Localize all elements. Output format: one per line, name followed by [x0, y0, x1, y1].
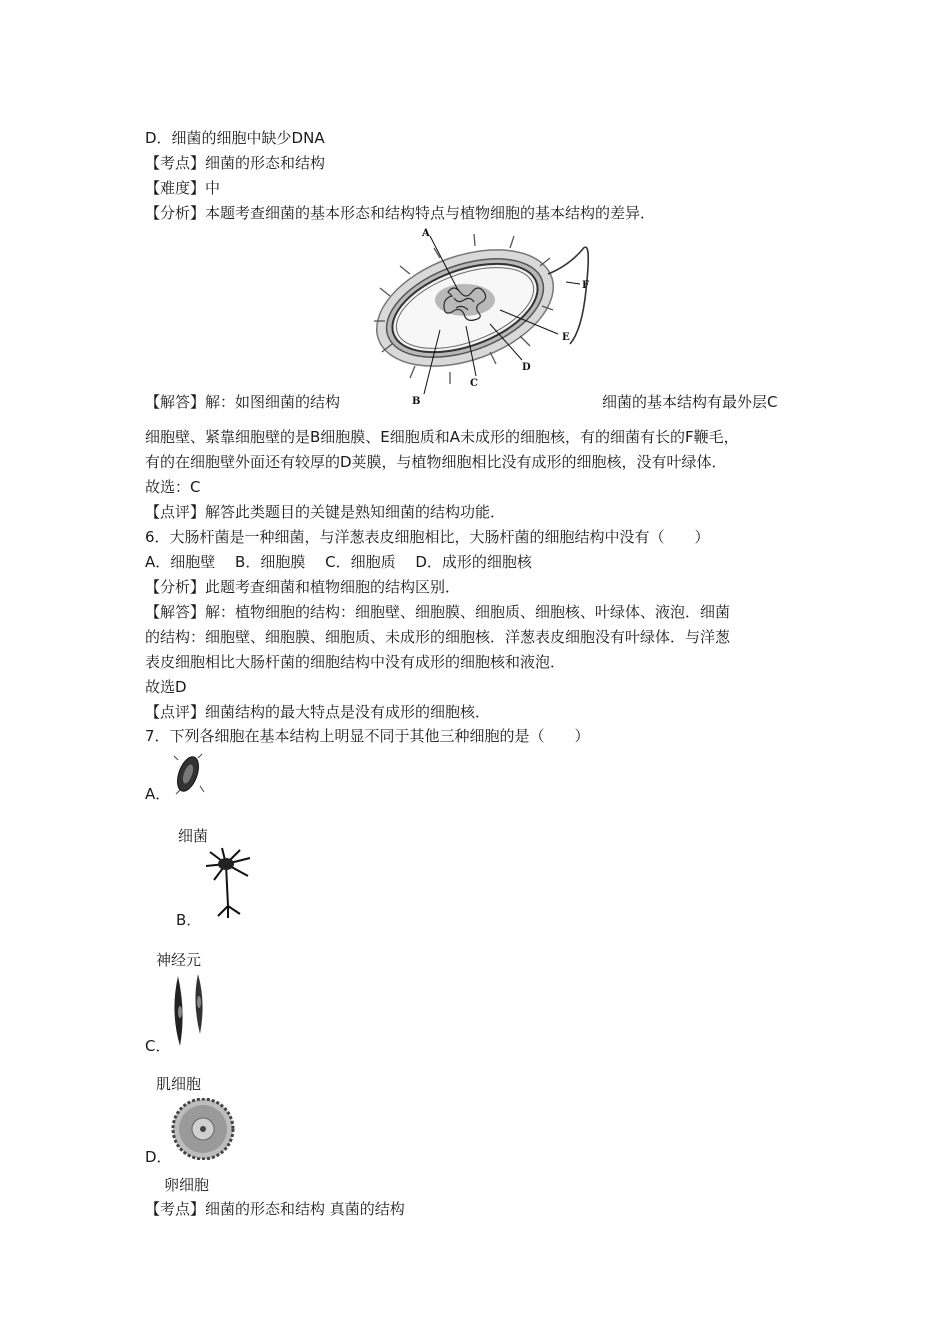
- label-e: E: [562, 332, 570, 343]
- q6-stem: 6．大肠杆菌是一种细菌，与洋葱表皮细胞相比，大肠杆菌的细胞结构中没有（ ）: [145, 528, 710, 546]
- answer-prefix: 【解答】解：如图细菌的结构: [145, 393, 341, 411]
- answer-choice: 故选：C: [145, 478, 201, 496]
- option-a-letter: A．: [145, 785, 171, 803]
- muscle-cell-image: [166, 972, 212, 1050]
- q7-topic: 【考点】细菌的形态和结构 真菌的结构: [145, 1200, 405, 1218]
- option-b-caption: 神经元: [156, 951, 202, 969]
- neuron-image: [200, 846, 254, 922]
- label-c: C: [470, 378, 478, 389]
- option-d-text: D．细菌的细胞中缺少DNA: [145, 129, 325, 147]
- q6-choice: 故选D: [145, 678, 187, 696]
- q6-answer-line: 的结构：细胞壁、细胞膜、细胞质、未成形的细胞核．洋葱表皮细胞没有叶绿体．与洋葱: [145, 628, 731, 646]
- comment-line: 【点评】解答此类题目的关键是熟知细菌的结构功能．: [145, 503, 506, 521]
- analysis-line: 【分析】本题考查细菌的基本形态和结构特点与植物细胞的基本结构的差异．: [145, 204, 656, 222]
- option-a-caption: 细菌: [178, 827, 209, 845]
- q7-stem: 7．下列各细胞在基本结构上明显不同于其他三种细胞的是（ ）: [145, 727, 590, 745]
- option-b-letter: B．: [176, 911, 202, 929]
- egg-cell-image: [170, 1098, 236, 1160]
- difficulty-line: 【难度】中: [145, 179, 221, 197]
- option-c-letter: C．: [145, 1037, 171, 1055]
- bacterium-image: [168, 750, 208, 798]
- option-d-letter: D．: [145, 1148, 172, 1166]
- option-c-caption: 肌细胞: [156, 1075, 202, 1093]
- q6-analysis: 【分析】此题考查细菌和植物细胞的结构区别．: [145, 578, 461, 596]
- q6-answer-line: 【解答】解：植物细胞的结构：细胞壁、细胞膜、细胞质、细胞核、叶绿体、液泡．细菌: [145, 603, 731, 621]
- answer-suffix: 细菌的基本结构有最外层C: [602, 393, 778, 411]
- q6-answer-line: 表皮细胞相比大肠杆菌的细胞结构中没有成形的细胞核和液泡．: [145, 653, 566, 671]
- label-a: A: [422, 228, 430, 239]
- option-d-caption: 卵细胞: [164, 1176, 210, 1194]
- topic-line: 【考点】细菌的形态和结构: [145, 154, 326, 172]
- label-d: D: [522, 362, 531, 373]
- bacteria-structure-diagram: [370, 226, 610, 408]
- q6-options: A．细胞壁 B．细胞膜 C．细胞质 D．成形的细胞核: [145, 553, 532, 571]
- label-f: F: [582, 280, 590, 291]
- label-b: B: [412, 396, 421, 407]
- q6-comment: 【点评】细菌结构的最大特点是没有成形的细胞核．: [145, 703, 491, 721]
- answer-line: 有的在细胞壁外面还有较厚的D荚膜，与植物细胞相比没有成形的细胞核，没有叶绿体．: [145, 453, 727, 471]
- answer-line: 细胞壁、紧靠细胞壁的是B细胞膜、E细胞质和A未成形的细胞核，有的细菌有长的F鞭毛，: [145, 428, 739, 446]
